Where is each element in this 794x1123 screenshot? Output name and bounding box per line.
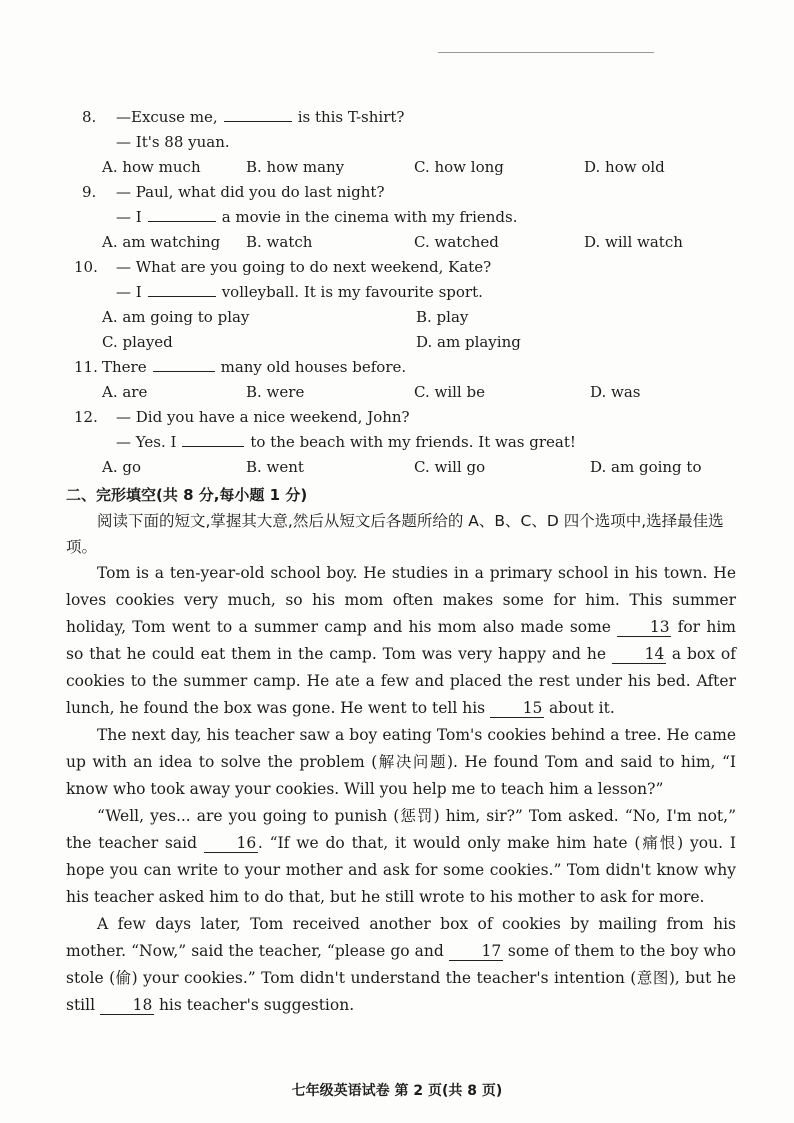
- options: [66, 455, 736, 480]
- passage-text: his teacher's suggestion.: [158, 996, 355, 1014]
- question-10: [66, 255, 736, 355]
- option-c: C. played: [102, 333, 173, 351]
- question-text: There: [102, 358, 147, 376]
- option-b: B. went: [246, 458, 304, 476]
- option-d: D. will watch: [584, 233, 683, 251]
- question-12: [66, 405, 736, 480]
- option-c: C. will be: [414, 383, 485, 401]
- cloze-blank-15: 15: [490, 699, 544, 718]
- answer-line: — It's 88 yuan.: [116, 133, 230, 151]
- question-text: —Excuse me,: [116, 108, 218, 126]
- option-c: C. how long: [414, 158, 504, 176]
- option-d: D. was: [590, 383, 641, 401]
- option-d: D. how old: [584, 158, 665, 176]
- passage-text: a box of cookies to the summer camp. He ate a few and placed the rest under his bed. After lunch, he found the box was gone. He went to tell his: [66, 645, 736, 717]
- section-instruction: 阅读下面的短文,掌握其大意,然后从短文后各题所给的 A、B、C、D 四个选项中,选择最佳选项。: [66, 512, 724, 556]
- option-b: B. were: [246, 383, 305, 401]
- passage-text: A few days later, Tom received another box of cookies by mailing from his mother. “Now,” said the teacher, “please go and: [66, 915, 736, 960]
- option-d: D. am playing: [416, 333, 521, 351]
- cloze-blank-17: 17: [449, 942, 503, 961]
- cloze-blank-13: 13: [617, 618, 671, 637]
- question-number: 11.: [74, 358, 98, 376]
- page-footer: 七年级英语试卷 第 2 页(共 8 页): [291, 1083, 503, 1099]
- answer-text: — I: [116, 283, 142, 301]
- question-text: — Did you have a nice weekend, John?: [116, 408, 410, 426]
- answer-blank: [148, 205, 216, 222]
- question-number: 8.: [82, 108, 97, 126]
- exam-page: [66, 105, 736, 1019]
- passage-text: Tom is a ten-year-old school boy. He studies in a primary school in his town. He loves cookies very much, so his mom often makes some for him. This summer holiday, Tom went to a summer camp and his mom also made some: [66, 564, 736, 636]
- question-number: 9.: [82, 183, 97, 201]
- answer-blank: [153, 355, 215, 372]
- question-8: [66, 105, 736, 180]
- cloze-blank-16: 16: [204, 834, 258, 853]
- answer-blank: [182, 430, 244, 447]
- option-a: A. go: [102, 458, 142, 476]
- cloze-blank-18: 18: [100, 996, 154, 1015]
- passage-paragraph-3: [66, 803, 736, 911]
- question-text: many old houses before.: [220, 358, 407, 376]
- question-text: is this T-shirt?: [297, 108, 405, 126]
- passage-text: for him so that he could eat them in the camp. Tom was very happy and he: [66, 618, 736, 663]
- answer-text: a movie in the cinema with my friends.: [221, 208, 518, 226]
- passage-paragraph-2: The next day, his teacher saw a boy eating Tom's cookies behind a tree. He came up with an idea to solve the problem (解决问题). He found Tom and said to him, “I know who took away your cookies. Will you help me to teach him a lesson?”: [66, 726, 736, 798]
- passage-text: about it.: [549, 699, 615, 717]
- options: [66, 230, 736, 255]
- option-a: A. am watching: [102, 233, 221, 251]
- option-d: D. am going to: [590, 458, 702, 476]
- header-rule: [438, 52, 654, 53]
- option-b: B. watch: [246, 233, 313, 251]
- passage-paragraph-4: [66, 911, 736, 1019]
- answer-text: to the beach with my friends. It was great!: [250, 433, 576, 451]
- options: [66, 330, 736, 355]
- passage-text: “Well, yes... are you going to punish (惩罚) him, sir?” Tom asked. “No, I'm not,” the teacher said: [66, 807, 736, 852]
- answer-text: — Yes. I: [116, 433, 177, 451]
- passage-paragraph-1: [66, 560, 736, 722]
- question-11: [66, 355, 736, 405]
- options: [66, 380, 736, 405]
- option-b: B. play: [416, 308, 469, 326]
- cloze-blank-14: 14: [612, 645, 666, 664]
- passage-text: . “If we do that, it would only make him hate (痛恨) you. I hope you can write to your mother and ask for some cookies.” Tom didn't know why his teacher asked him to do that, but he still wrote to his mother to ask for more.: [66, 834, 737, 906]
- option-c: C. will go: [414, 458, 486, 476]
- option-c: C. watched: [414, 233, 499, 251]
- question-number: 10.: [74, 258, 98, 276]
- question-number: 12.: [74, 408, 98, 426]
- section-title: 二、完形填空(共 8 分,每小题 1 分): [66, 486, 308, 504]
- option-a: A. how much: [102, 158, 201, 176]
- option-a: A. am going to play: [102, 308, 250, 326]
- passage-text: some of them to the boy who stole (偷) your cookies.” Tom didn't understand the teacher's intention (意图), but he still: [66, 942, 736, 1014]
- answer-text: volleyball. It is my favourite sport.: [221, 283, 483, 301]
- answer-text: — I: [116, 208, 142, 226]
- options: [66, 305, 736, 330]
- question-text: — Paul, what did you do last night?: [116, 183, 385, 201]
- answer-blank: [224, 105, 292, 122]
- option-b: B. how many: [246, 158, 345, 176]
- question-text: — What are you going to do next weekend, Kate?: [116, 258, 492, 276]
- options: [66, 155, 736, 180]
- question-9: [66, 180, 736, 255]
- option-a: A. are: [102, 383, 148, 401]
- answer-blank: [148, 280, 216, 297]
